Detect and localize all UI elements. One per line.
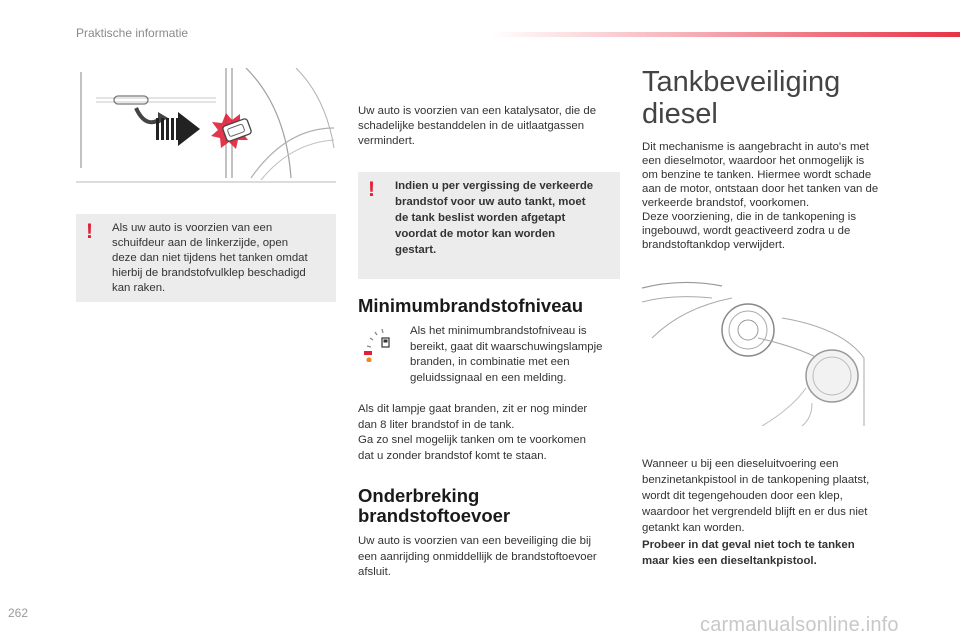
diesel-protection-body: Dit mechanisme is aangebracht in auto's met een dieselmotor, waardoor het onmogelijk is om benzine te tanken. Hiermee wordt schade aan de motor, ontstaan door het tanken van de verkeerde brandstof, voorkomen. Deze voorziening, die in de tankopening is ingebouwd, wordt geactiveerd zodra u de brandstoftankdop verwijdert.: [642, 141, 879, 251]
min-fuel-lamp-text: Als het minimumbrandstofniveau is bereikt, gaat dit waarschuwingslampje branden, in combinatie met een geluidssignaal en een melding.: [410, 325, 603, 384]
catalyst-paragraph: Uw auto is voorzien van een katalysator, die de schadelijke bestanddelen in de uitlaatgassen vermindert.: [358, 105, 597, 147]
fuel-cap-illustration: [642, 278, 868, 426]
diesel-nozzle-bold-text: Probeer in dat geval niet toch te tanken maar kies een dieseltankpistool.: [642, 539, 855, 567]
min-fuel-heading: Minimumbrandstofniveau: [358, 295, 584, 316]
section-title: Praktische informatie: [76, 26, 189, 40]
fuel-cutoff-body: Uw auto is voorzien van een beveiliging die bij een aanrijding onmiddellijk de brandstoftoevoer afsluit.: [358, 535, 597, 578]
sliding-door-warning-box: [76, 214, 336, 302]
sliding-door-illustration: [76, 68, 336, 184]
wrong-fuel-warning-box: [358, 172, 620, 279]
warning-exclamation-icon: !: [86, 220, 93, 243]
min-fuel-body: Als dit lampje gaat branden, zit er nog minder dan 8 liter brandstof in de tank. Ga zo snel mogelijk tanken om te voorkomen dat u zonder brandstof komt te staan.: [358, 403, 588, 462]
header-accent-bar: [490, 32, 960, 37]
wrong-fuel-warning-text: Indien u per vergissing de verkeerde brandstof voor uw auto tankt, moet de tank beslist worden afgetapt voordat de motor kan worden gestart.: [395, 180, 594, 256]
fuel-gauge-icon: [362, 326, 398, 362]
warning-exclamation-icon: !: [368, 178, 375, 201]
page-number: 262: [8, 606, 29, 620]
fuel-cutoff-heading: Onderbreking brandstoftoevoer: [358, 485, 511, 526]
sliding-door-warning-text: Als uw auto is voorzien van een schuifdeur aan de linkerzijde, open deze dan niet tijdens het tanken omdat hierbij de brandstofvulklep beschadigd kan raken.: [112, 222, 308, 294]
diesel-protection-title: Tankbeveiliging diesel: [642, 66, 841, 130]
watermark: carmanualsonline.info: [700, 614, 899, 636]
diesel-nozzle-text: Wanneer u bij een dieseluitvoering een benzinetankpistool in de tankopening plaatst, wordt dit tegengehouden door een klep, waardoor het vergrendeld blijft en er dus niet getankt kan worden.: [642, 458, 870, 534]
